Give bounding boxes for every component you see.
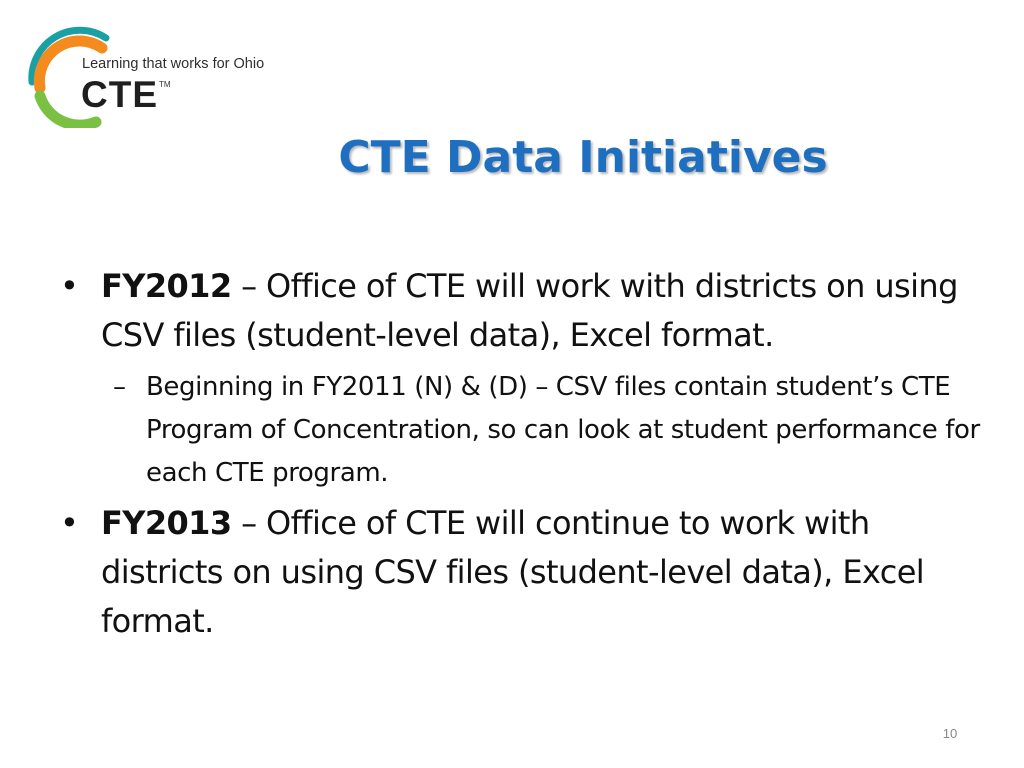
- bullet-fy2012: [58, 262, 988, 360]
- bullet-dot-icon: •: [60, 267, 79, 305]
- bullet-dot-icon: •: [60, 504, 79, 542]
- slide-content: [58, 262, 988, 646]
- bullet-text: – Office of CTE will continue to work with districts on using CSV files (student-level data), Excel format.: [101, 504, 925, 640]
- sub-bullet-fy2011: [113, 366, 988, 495]
- logo-trademark: TM: [159, 80, 171, 89]
- sub-bullet-dash-icon: –: [113, 372, 126, 402]
- bullet-label: FY2013: [101, 504, 232, 542]
- slide-title: CTE Data Initiatives: [338, 132, 828, 183]
- logo-tagline: Learning that works for Ohio: [82, 56, 265, 72]
- logo-wordmark: CTE: [81, 74, 158, 115]
- bullet-fy2013: [58, 499, 988, 646]
- page-number: 10: [942, 726, 958, 741]
- bullet-label: FY2012: [101, 267, 232, 305]
- cte-logo: [22, 24, 282, 128]
- bullet-text: – Office of CTE will work with districts on using CSV files (student-level data), Excel format.: [101, 267, 958, 354]
- sub-bullet-text: Beginning in FY2011 (N) & (D) – CSV files contain student’s CTE Program of Concentration, so can look at student performance for each CTE program.: [146, 372, 980, 488]
